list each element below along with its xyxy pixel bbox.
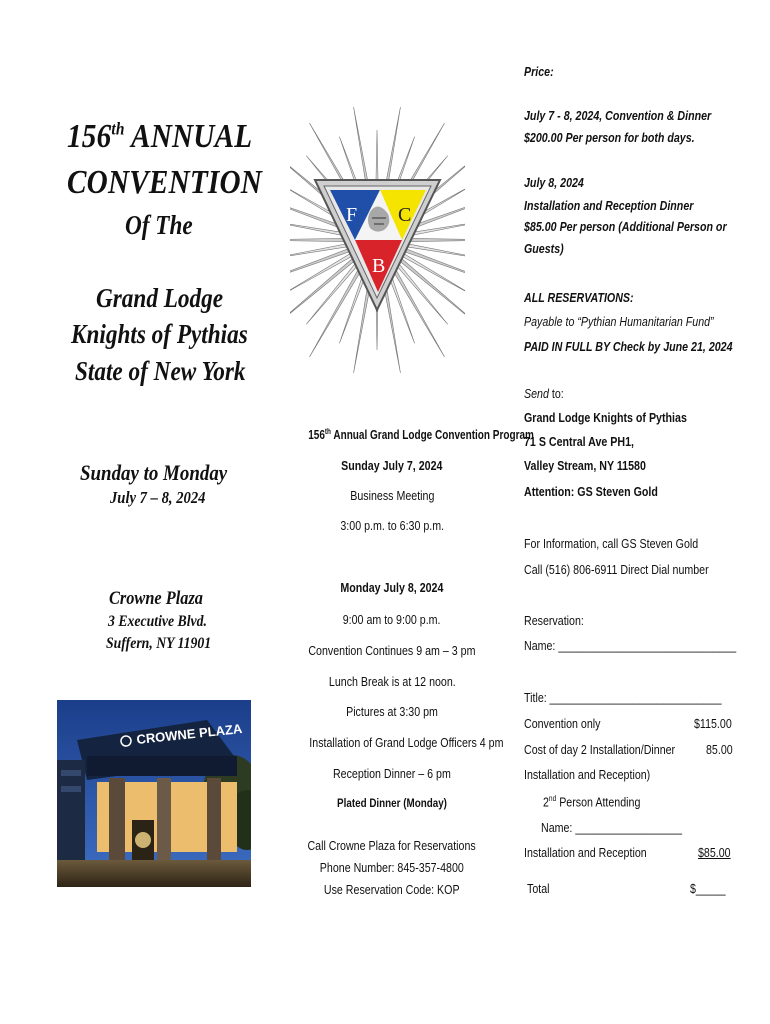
price-label: Price:	[524, 64, 554, 79]
second-person-label: 2nd Person Attending	[543, 794, 641, 810]
mail-address-line1: Grand Lodge Knights of Pythias	[524, 410, 687, 425]
price2-line4: Guests)	[524, 241, 564, 256]
info-line1: For Information, call GS Steven Gold	[524, 536, 699, 551]
emblem-ray	[290, 251, 363, 326]
mail-address-line2: 71 S Central Ave PH1,	[524, 434, 635, 449]
installation-reception2-label: Installation and Reception	[524, 845, 647, 860]
convention-title-line2: CONVENTION	[67, 164, 263, 201]
installation-reception2-price: $85.00	[698, 845, 731, 860]
day2-price: 85.00	[706, 742, 733, 757]
program-pictures: Pictures at 3:30 pm	[346, 704, 438, 719]
program-phone: Phone Number: 845-357-4800	[319, 860, 465, 875]
installation-reception-note: Installation and Reception)	[524, 767, 651, 782]
price2-line2: Installation and Reception Dinner	[524, 198, 694, 213]
program-plated: Plated Dinner (Monday)	[337, 796, 447, 810]
event-dates: July 7 – 8, 2024	[110, 488, 206, 507]
paid-in-full: PAID IN FULL BY Check by June 21, 2024	[524, 339, 733, 354]
program-continues: Convention Continues 9 am – 3 pm	[308, 643, 476, 658]
mail-address-line3: Valley Stream, NY 11580	[524, 458, 646, 473]
org-line3: State of New York	[75, 356, 246, 386]
convention-only-label: Convention only	[524, 716, 601, 731]
emblem-ray	[391, 251, 465, 326]
knights-of-pythias-emblem	[290, 100, 465, 400]
program-heading: 156th Annual Grand Lodge Convention Program	[308, 427, 534, 443]
program-business: Business Meeting	[349, 488, 435, 503]
payable-to: Payable to “Pythian Humanitarian Fund”	[524, 314, 714, 329]
send-to: Send to:	[524, 386, 564, 401]
title-field: Title: _____________________________	[524, 690, 722, 705]
program-call: Call Crowne Plaza for Reservations	[307, 838, 477, 853]
emblem-letter-c: C	[398, 204, 412, 226]
name-field: Name: ______________________________	[524, 638, 737, 653]
price1-line1: July 7 - 8, 2024, Convention & Dinner	[524, 108, 712, 123]
day2-label: Cost of day 2 Installation/Dinner	[524, 742, 676, 757]
hotel-photo	[57, 700, 251, 887]
price2-line3: $85.00 Per person (Additional Person or	[524, 219, 727, 234]
price1-line2: $200.00 Per person for both days.	[524, 130, 695, 145]
emblem-letter-b: B	[372, 255, 386, 277]
program-business-time: 3:00 p.m. to 6:30 p.m.	[340, 518, 444, 533]
convention-title-line3: Of The	[125, 210, 193, 240]
venue-address2: Suffern, NY 11901	[106, 635, 212, 652]
program-code: Use Reservation Code: KOP	[324, 882, 460, 897]
venue-name: Crowne Plaza	[109, 588, 203, 609]
name2-field: Name: __________________	[541, 820, 683, 835]
price2-line1: July 8, 2024	[524, 175, 584, 190]
attention: Attention: GS Steven Gold	[524, 484, 658, 499]
program-sunday-date: Sunday July 7, 2024	[341, 458, 443, 473]
reservation-label: Reservation:	[524, 613, 584, 628]
event-days: Sunday to Monday	[80, 460, 228, 485]
convention-title-line1: 156th ANNUAL	[67, 118, 253, 155]
reservations-label: ALL RESERVATIONS:	[524, 290, 634, 305]
program-monday-time: 9:00 am to 9:00 p.m.	[343, 612, 441, 627]
org-line1: Grand Lodge	[96, 283, 224, 313]
total-label: Total	[527, 881, 550, 896]
program-monday-date: Monday July 8, 2024	[340, 580, 444, 595]
program-installation: Installation of Grand Lodge Officers 4 pm	[309, 735, 504, 750]
venue-address1: 3 Executive Blvd.	[108, 613, 207, 630]
convention-only-price: $115.00	[694, 716, 732, 731]
program-lunch: Lunch Break is at 12 noon.	[328, 674, 456, 689]
hotel-sign-text: CROWNE PLAZA	[135, 720, 243, 747]
info-line2: Call (516) 806-6911 Direct Dial number	[524, 562, 709, 577]
org-line2: Knights of Pythias	[71, 319, 248, 349]
emblem-letter-f: F	[346, 204, 358, 226]
total-price: $_____	[690, 881, 726, 896]
program-reception: Reception Dinner – 6 pm	[333, 766, 451, 781]
